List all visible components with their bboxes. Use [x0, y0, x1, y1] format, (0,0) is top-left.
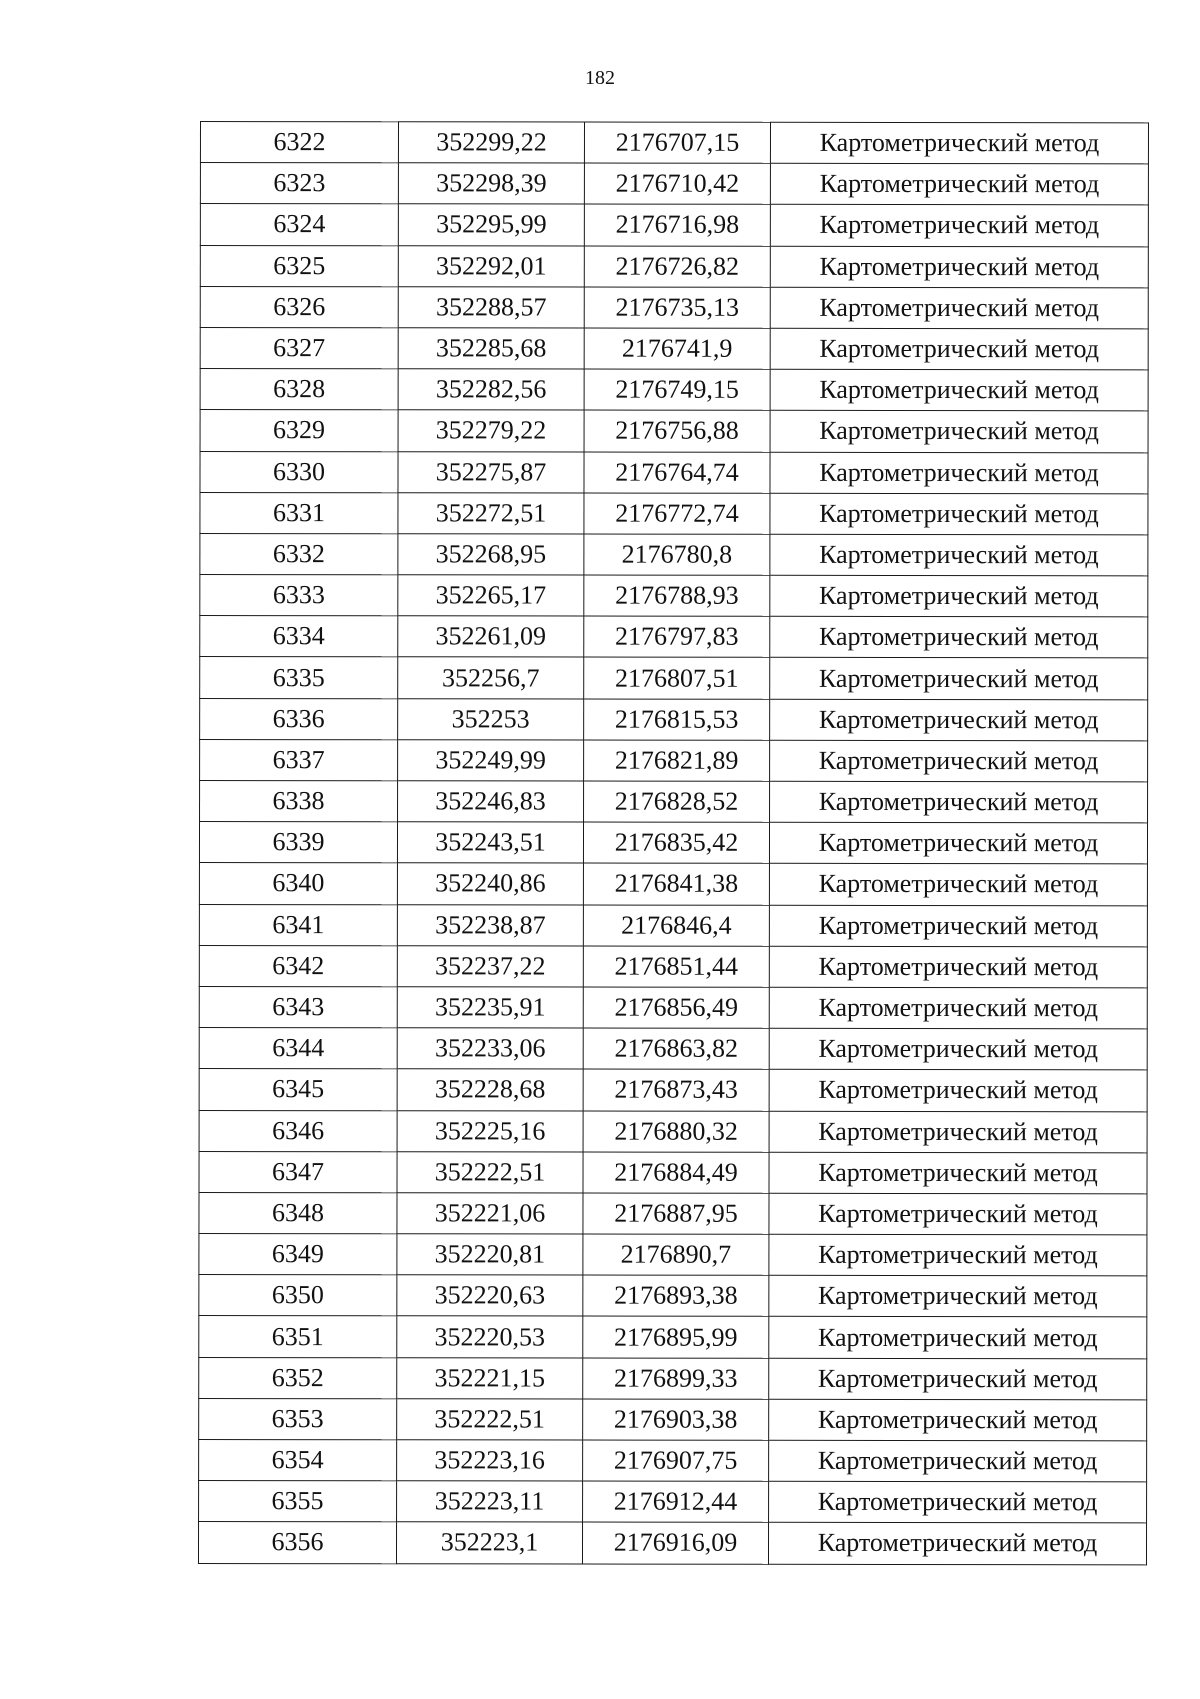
method-cell: Картометрический метод	[769, 1070, 1147, 1112]
x-coordinate-cell: 352246,83	[398, 781, 584, 822]
method-cell: Картометрический метод	[770, 328, 1148, 370]
method-cell: Картометрический метод	[770, 411, 1148, 453]
y-coordinate-cell: 2176710,42	[584, 163, 770, 204]
y-coordinate-cell: 2176887,95	[583, 1193, 769, 1234]
y-coordinate-cell: 2176890,7	[583, 1234, 769, 1275]
method-cell: Картометрический метод	[770, 205, 1148, 247]
point-number-cell: 6348	[199, 1192, 397, 1233]
method-cell: Картометрический метод	[769, 905, 1147, 947]
point-number-cell: 6324	[200, 204, 398, 245]
y-coordinate-cell: 2176797,83	[584, 616, 770, 657]
table-row	[199, 1439, 1147, 1482]
x-coordinate-cell: 352228,68	[397, 1069, 583, 1110]
point-number-cell: 6354	[199, 1439, 397, 1480]
point-number-cell: 6345	[199, 1069, 397, 1110]
x-coordinate-cell: 352237,22	[397, 946, 583, 987]
method-cell: Картометрический метод	[769, 822, 1147, 864]
coordinates-table-body	[198, 122, 1148, 1565]
y-coordinate-cell: 2176726,82	[584, 246, 770, 287]
y-coordinate-cell: 2176873,43	[583, 1069, 769, 1110]
x-coordinate-cell: 352261,09	[398, 616, 584, 657]
method-cell: Картометрический метод	[769, 864, 1147, 906]
x-coordinate-cell: 352299,22	[398, 122, 584, 163]
y-coordinate-cell: 2176735,13	[584, 287, 770, 328]
point-number-cell: 6346	[199, 1110, 397, 1151]
table-row	[199, 1110, 1147, 1153]
method-cell: Картометрический метод	[769, 1193, 1147, 1235]
x-coordinate-cell: 352223,1	[396, 1522, 582, 1563]
y-coordinate-cell: 2176749,15	[584, 369, 770, 410]
point-number-cell: 6335	[200, 657, 398, 698]
y-coordinate-cell: 2176903,38	[583, 1399, 769, 1440]
y-coordinate-cell: 2176821,89	[584, 740, 770, 781]
table-row	[198, 1522, 1146, 1565]
point-number-cell: 6344	[199, 1028, 397, 1069]
method-cell: Картометрический метод	[770, 452, 1148, 494]
method-cell: Картометрический метод	[770, 246, 1148, 288]
point-number-cell: 6329	[200, 410, 398, 451]
table-row	[199, 1275, 1147, 1318]
table-row	[199, 822, 1147, 865]
y-coordinate-cell: 2176884,49	[583, 1152, 769, 1193]
x-coordinate-cell: 352222,51	[397, 1151, 583, 1192]
coordinates-table	[198, 121, 1149, 1565]
method-cell: Картометрический метод	[770, 575, 1148, 617]
table-row	[200, 245, 1148, 288]
method-cell: Картометрический метод	[769, 1440, 1147, 1482]
x-coordinate-cell: 352249,99	[398, 740, 584, 781]
point-number-cell: 6330	[200, 451, 398, 492]
y-coordinate-cell: 2176863,82	[583, 1028, 769, 1069]
y-coordinate-cell: 2176828,52	[584, 781, 770, 822]
point-number-cell: 6341	[199, 904, 397, 945]
point-number-cell: 6331	[200, 492, 398, 533]
point-number-cell: 6351	[199, 1316, 397, 1357]
x-coordinate-cell: 352279,22	[398, 410, 584, 451]
method-cell: Картометрический метод	[769, 1152, 1147, 1194]
method-cell: Картометрический метод	[770, 658, 1148, 700]
x-coordinate-cell: 352220,81	[397, 1234, 583, 1275]
method-cell: Картометрический метод	[770, 163, 1148, 205]
table-row	[200, 781, 1148, 824]
method-cell: Картометрический метод	[770, 122, 1148, 164]
y-coordinate-cell: 2176846,4	[583, 905, 769, 946]
method-cell: Картометрический метод	[769, 946, 1147, 988]
table-row	[200, 533, 1148, 576]
y-coordinate-cell: 2176912,44	[583, 1481, 769, 1522]
method-cell: Картометрический метод	[770, 699, 1148, 741]
point-number-cell: 6339	[199, 822, 397, 863]
table-row	[199, 1398, 1147, 1441]
method-cell: Картометрический метод	[769, 1028, 1147, 1070]
point-number-cell: 6347	[199, 1151, 397, 1192]
table-row	[200, 122, 1148, 165]
point-number-cell: 6333	[200, 575, 398, 616]
method-cell: Картометрический метод	[769, 1399, 1147, 1441]
y-coordinate-cell: 2176907,75	[583, 1440, 769, 1481]
x-coordinate-cell: 352235,91	[397, 987, 583, 1028]
x-coordinate-cell: 352233,06	[397, 1028, 583, 1069]
x-coordinate-cell: 352268,95	[398, 534, 584, 575]
x-coordinate-cell: 352265,17	[398, 575, 584, 616]
point-number-cell: 6349	[199, 1234, 397, 1275]
y-coordinate-cell: 2176780,8	[584, 534, 770, 575]
table-row	[199, 945, 1147, 988]
table-row	[199, 904, 1147, 947]
x-coordinate-cell: 352275,87	[398, 451, 584, 492]
method-cell: Картометрический метод	[768, 1523, 1146, 1565]
method-cell: Картометрический метод	[770, 369, 1148, 411]
y-coordinate-cell: 2176895,99	[583, 1316, 769, 1357]
point-number-cell: 6337	[200, 739, 398, 780]
table-row	[199, 1316, 1147, 1359]
y-coordinate-cell: 2176807,51	[584, 657, 770, 698]
x-coordinate-cell: 352223,11	[397, 1481, 583, 1522]
point-number-cell: 6332	[200, 533, 398, 574]
method-cell: Картометрический метод	[770, 740, 1148, 782]
point-number-cell: 6322	[200, 122, 398, 163]
y-coordinate-cell: 2176815,53	[584, 699, 770, 740]
point-number-cell: 6340	[199, 863, 397, 904]
method-cell: Картометрический метод	[769, 1276, 1147, 1318]
method-cell: Картометрический метод	[770, 617, 1148, 659]
y-coordinate-cell: 2176788,93	[584, 575, 770, 616]
y-coordinate-cell: 2176707,15	[584, 122, 770, 163]
y-coordinate-cell: 2176841,38	[583, 863, 769, 904]
point-number-cell: 6334	[200, 616, 398, 657]
y-coordinate-cell: 2176893,38	[583, 1275, 769, 1316]
table-row	[199, 986, 1147, 1029]
table-row	[200, 616, 1148, 659]
y-coordinate-cell: 2176856,49	[583, 987, 769, 1028]
y-coordinate-cell: 2176716,98	[584, 204, 770, 245]
table-row	[200, 698, 1148, 741]
y-coordinate-cell: 2176772,74	[584, 493, 770, 534]
point-number-cell: 6350	[199, 1275, 397, 1316]
table-row	[199, 1069, 1147, 1112]
table-row	[199, 1357, 1147, 1400]
table-row	[200, 739, 1148, 782]
table-row	[200, 451, 1148, 494]
x-coordinate-cell: 352222,51	[397, 1399, 583, 1440]
table-row	[199, 1234, 1147, 1277]
point-number-cell: 6343	[199, 986, 397, 1027]
point-number-cell: 6328	[200, 369, 398, 410]
table-row	[200, 327, 1148, 370]
table-row	[199, 863, 1147, 906]
page-number: 182	[585, 67, 615, 89]
x-coordinate-cell: 352272,51	[398, 492, 584, 533]
x-coordinate-cell: 352298,39	[398, 163, 584, 204]
point-number-cell: 6355	[199, 1481, 397, 1522]
point-number-cell: 6342	[199, 945, 397, 986]
y-coordinate-cell: 2176916,09	[582, 1522, 768, 1563]
point-number-cell: 6325	[200, 245, 398, 286]
table-row	[199, 1028, 1147, 1071]
table-row	[199, 1481, 1147, 1524]
method-cell: Картометрический метод	[769, 1358, 1147, 1400]
y-coordinate-cell: 2176880,32	[583, 1111, 769, 1152]
x-coordinate-cell: 352221,15	[397, 1357, 583, 1398]
method-cell: Картометрический метод	[769, 1317, 1147, 1359]
method-cell: Картометрический метод	[770, 493, 1148, 535]
y-coordinate-cell: 2176851,44	[583, 946, 769, 987]
x-coordinate-cell: 352243,51	[397, 822, 583, 863]
x-coordinate-cell: 352221,06	[397, 1193, 583, 1234]
point-number-cell: 6353	[199, 1398, 397, 1439]
x-coordinate-cell: 352295,99	[398, 204, 584, 245]
method-cell: Картометрический метод	[770, 287, 1148, 329]
point-number-cell: 6338	[200, 781, 398, 822]
table-row	[200, 163, 1148, 206]
y-coordinate-cell: 2176741,9	[584, 328, 770, 369]
point-number-cell: 6323	[200, 163, 398, 204]
table-row	[200, 575, 1148, 618]
x-coordinate-cell: 352253	[398, 698, 584, 739]
x-coordinate-cell: 352292,01	[398, 245, 584, 286]
x-coordinate-cell: 352220,53	[397, 1316, 583, 1357]
table-row	[200, 492, 1148, 535]
x-coordinate-cell: 352240,86	[397, 863, 583, 904]
method-cell: Картометрический метод	[769, 987, 1147, 1029]
x-coordinate-cell: 352220,63	[397, 1275, 583, 1316]
method-cell: Картометрический метод	[770, 781, 1148, 823]
method-cell: Картометрический метод	[770, 534, 1148, 576]
table-row	[200, 657, 1148, 700]
table-row	[200, 204, 1148, 247]
point-number-cell: 6336	[200, 698, 398, 739]
x-coordinate-cell: 352288,57	[398, 287, 584, 328]
point-number-cell: 6356	[198, 1522, 396, 1563]
table-row	[200, 410, 1148, 453]
x-coordinate-cell: 352256,7	[398, 657, 584, 698]
x-coordinate-cell: 352282,56	[398, 369, 584, 410]
x-coordinate-cell: 352285,68	[398, 328, 584, 369]
method-cell: Картометрический метод	[769, 1111, 1147, 1153]
method-cell: Картометрический метод	[769, 1481, 1147, 1523]
table-row	[200, 369, 1148, 412]
x-coordinate-cell: 352225,16	[397, 1110, 583, 1151]
point-number-cell: 6327	[200, 327, 398, 368]
y-coordinate-cell: 2176764,74	[584, 452, 770, 493]
y-coordinate-cell: 2176756,88	[584, 410, 770, 451]
x-coordinate-cell: 352238,87	[397, 904, 583, 945]
point-number-cell: 6326	[200, 286, 398, 327]
y-coordinate-cell: 2176835,42	[583, 822, 769, 863]
table-row	[199, 1192, 1147, 1235]
x-coordinate-cell: 352223,16	[397, 1440, 583, 1481]
table-row	[199, 1151, 1147, 1194]
table-row	[200, 286, 1148, 329]
method-cell: Картометрический метод	[769, 1234, 1147, 1276]
point-number-cell: 6352	[199, 1357, 397, 1398]
y-coordinate-cell: 2176899,33	[583, 1358, 769, 1399]
